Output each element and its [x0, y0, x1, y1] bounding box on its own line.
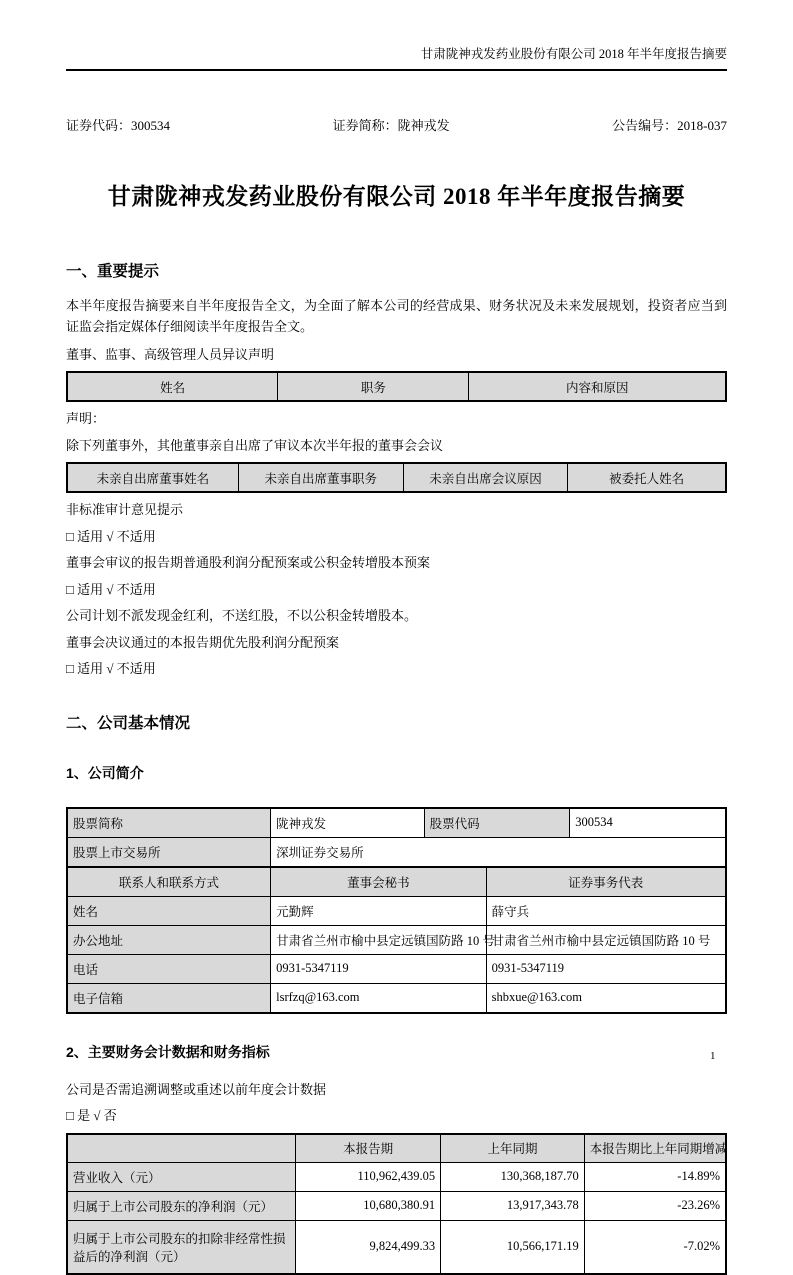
profile-label-name: 姓名 — [67, 896, 271, 925]
page-number: 1 — [710, 1050, 716, 1062]
absent-header-reason: 未亲自出席会议原因 — [403, 463, 568, 492]
running-header: 甘肃陇神戎发药业股份有限公司 2018 年半年度报告摘要 — [66, 44, 727, 71]
finance-header-prior-period: 上年同期 — [441, 1134, 585, 1163]
finance-row-netprofit-label: 归属于上市公司股东的净利润（元） — [67, 1191, 296, 1220]
absent-directors-table — [66, 462, 727, 493]
dissent-caption: 董事、监事、高级管理人员异议声明 — [66, 346, 275, 362]
profile-value-rep-email: shbxue@163.com — [486, 983, 726, 1013]
profile-label-stock-abbr: 股票简称 — [67, 808, 271, 838]
dissent-header-position: 职务 — [278, 372, 469, 401]
announcement-label: 公告编号： — [612, 118, 678, 133]
finance-row-deducted-current: 9,824,499.33 — [296, 1220, 441, 1274]
dividend-answer: □ 适用 √ 不适用 — [66, 581, 156, 597]
company-profile-table-contacts — [66, 866, 727, 1014]
absent-header-proxy: 被委托人姓名 — [568, 463, 726, 492]
profile-value-stock-abbr: 陇神戎发 — [271, 808, 425, 838]
company-profile-table-top — [66, 807, 727, 868]
finance-row-deducted-label: 归属于上市公司股东的扣除非经常性损益后的净利润（元） — [67, 1220, 296, 1274]
table-row — [67, 1191, 726, 1220]
profile-label-address: 办公地址 — [67, 925, 271, 954]
profile-header-contacts: 联系人和联系方式 — [67, 867, 271, 897]
financial-indicators-table — [66, 1133, 727, 1275]
finance-header-empty — [67, 1134, 296, 1163]
attendance-note: 除下列董事外，其他董事亲自出席了审议本次半年报的董事会会议 — [66, 437, 444, 453]
table-row — [67, 983, 726, 1013]
table-row — [67, 808, 726, 838]
page-title: 甘肃陇神戎发药业股份有限公司 2018 年半年度报告摘要 — [107, 184, 686, 209]
profile-value-stock-code: 300534 — [570, 808, 726, 838]
finance-row-revenue-prior: 130,368,187.70 — [441, 1162, 585, 1191]
dividend-plan: 董事会审议的报告期普通股利润分配预案或公积金转增股本预案 — [66, 555, 431, 571]
table-row — [67, 1220, 726, 1274]
profile-label-stock-code: 股票代码 — [424, 808, 570, 838]
table-row — [67, 837, 726, 867]
announcement-no — [612, 115, 727, 134]
absent-header-name: 未亲自出席董事姓名 — [67, 463, 238, 492]
profile-label-exchange: 股票上市交易所 — [67, 837, 271, 867]
profile-value-secretary-phone: 0931-5347119 — [271, 954, 486, 983]
profile-label-email: 电子信箱 — [67, 983, 271, 1013]
restate-answer: □ 是 √ 否 — [66, 1108, 117, 1124]
finance-row-netprofit-change: -23.26% — [584, 1191, 726, 1220]
announcement-value: 2018-037 — [677, 118, 727, 133]
preferred-answer: □ 适用 √ 不适用 — [66, 661, 156, 677]
profile-value-rep-address: 甘肃省兰州市榆中县定远镇国防路 10 号 — [486, 925, 726, 954]
profile-header-board-secretary: 董事会秘书 — [271, 867, 486, 897]
finance-row-netprofit-prior: 13,917,343.78 — [441, 1191, 585, 1220]
finance-row-revenue-change: -14.89% — [584, 1162, 726, 1191]
restate-question: 公司是否需追溯调整或重述以前年度会计数据 — [66, 1081, 327, 1097]
finance-header-change: 本报告期比上年同期增减 — [584, 1134, 726, 1163]
profile-value-rep-name: 薛守兵 — [486, 896, 726, 925]
stock-abbr-value: 陇神戎发 — [397, 118, 450, 133]
table-row — [67, 1162, 726, 1191]
statement-label: 声明： — [66, 411, 106, 427]
finance-row-deducted-prior: 10,566,171.19 — [441, 1220, 585, 1274]
audit-tip: 非标准审计意见提示 — [66, 502, 184, 518]
subsection-company-profile: 1、公司简介 — [66, 764, 144, 781]
profile-header-securities-rep: 证券事务代表 — [486, 867, 726, 897]
table-row — [67, 463, 726, 492]
dissent-header-reason: 内容和原因 — [469, 372, 726, 401]
dissent-header-name: 姓名 — [67, 372, 278, 401]
profile-value-secretary-address: 甘肃省兰州市榆中县定远镇国防路 10 号 — [271, 925, 486, 954]
stock-code-label: 证券代码： — [66, 118, 132, 133]
table-row — [67, 954, 726, 983]
table-row — [67, 1134, 726, 1163]
important-intro-paragraph: 本半年度报告摘要来自半年度报告全文，为全面了解本公司的经营成果、财务状况及未来发展规划，投资者应当到证监会指定媒体仔细阅读半年度报告全文。 — [66, 298, 727, 334]
stock-info-row — [66, 115, 727, 134]
finance-row-revenue-current: 110,962,439.05 — [296, 1162, 441, 1191]
finance-header-current-period: 本报告期 — [296, 1134, 441, 1163]
profile-value-exchange: 深圳证券交易所 — [271, 837, 726, 867]
stock-abbr-label: 证券简称： — [332, 118, 398, 133]
stock-abbr — [333, 115, 450, 134]
subsection-financial-data: 2、主要财务会计数据和财务指标 — [66, 1043, 270, 1060]
finance-row-netprofit-current: 10,680,380.91 — [296, 1191, 441, 1220]
stock-code-value: 300534 — [131, 118, 171, 133]
dividend-note: 公司计划不派发现金红利，不送红股，不以公积金转增股本。 — [66, 608, 418, 624]
page-content — [66, 0, 727, 1275]
table-row — [67, 925, 726, 954]
table-row — [67, 372, 726, 401]
profile-label-phone: 电话 — [67, 954, 271, 983]
finance-row-revenue-label: 营业收入（元） — [67, 1162, 296, 1191]
dissent-table — [66, 371, 727, 402]
profile-value-secretary-email: lsrfzq@163.com — [271, 983, 486, 1013]
preferred-plan: 董事会决议通过的本报告期优先股利润分配预案 — [66, 634, 340, 650]
absent-header-position: 未亲自出席董事职务 — [238, 463, 403, 492]
profile-value-rep-phone: 0931-5347119 — [486, 954, 726, 983]
section-heading-important: 一、重要提示 — [66, 263, 160, 280]
profile-value-secretary-name: 元勤辉 — [271, 896, 486, 925]
section-heading-company: 二、公司基本情况 — [66, 714, 191, 732]
table-row — [67, 867, 726, 897]
stock-code — [66, 115, 170, 134]
table-row — [67, 896, 726, 925]
finance-row-deducted-change: -7.02% — [584, 1220, 726, 1274]
audit-answer: □ 适用 √ 不适用 — [66, 528, 156, 544]
